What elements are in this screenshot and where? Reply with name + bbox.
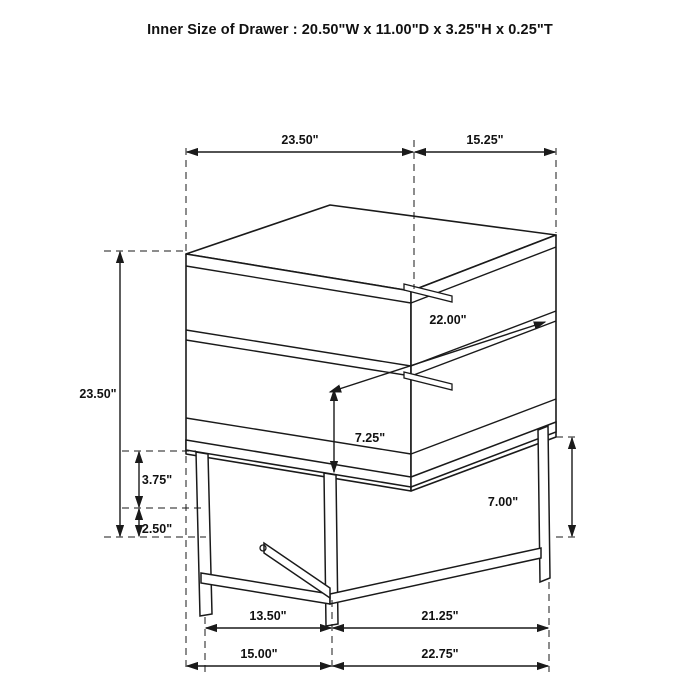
dim-label-base-front-outer: 15.00" <box>240 647 278 661</box>
page-title: Inner Size of Drawer : 20.50"W x 11.00"D x 3.25"H x 0.25"T <box>147 22 553 38</box>
dim-label-drawer-width: 22.00" <box>429 313 467 327</box>
dim-label-top-side: 15.25" <box>466 133 504 147</box>
dim-label-overall-height: 23.50" <box>79 387 117 401</box>
dim-label-leg-upper: 3.75" <box>141 473 173 487</box>
dim-label-drawer-stack-height: 7.25" <box>354 431 386 445</box>
dim-label-leg-lower: 2.50" <box>141 522 173 536</box>
dim-label-base-side: 21.25" <box>421 609 459 623</box>
dim-label-top-front-width: 23.50" <box>281 133 319 147</box>
dim-label-base-front-inner: 13.50" <box>249 609 287 623</box>
dim-label-base-total: 22.75" <box>421 647 459 661</box>
dim-label-right-leg-height: 7.00" <box>487 495 519 509</box>
